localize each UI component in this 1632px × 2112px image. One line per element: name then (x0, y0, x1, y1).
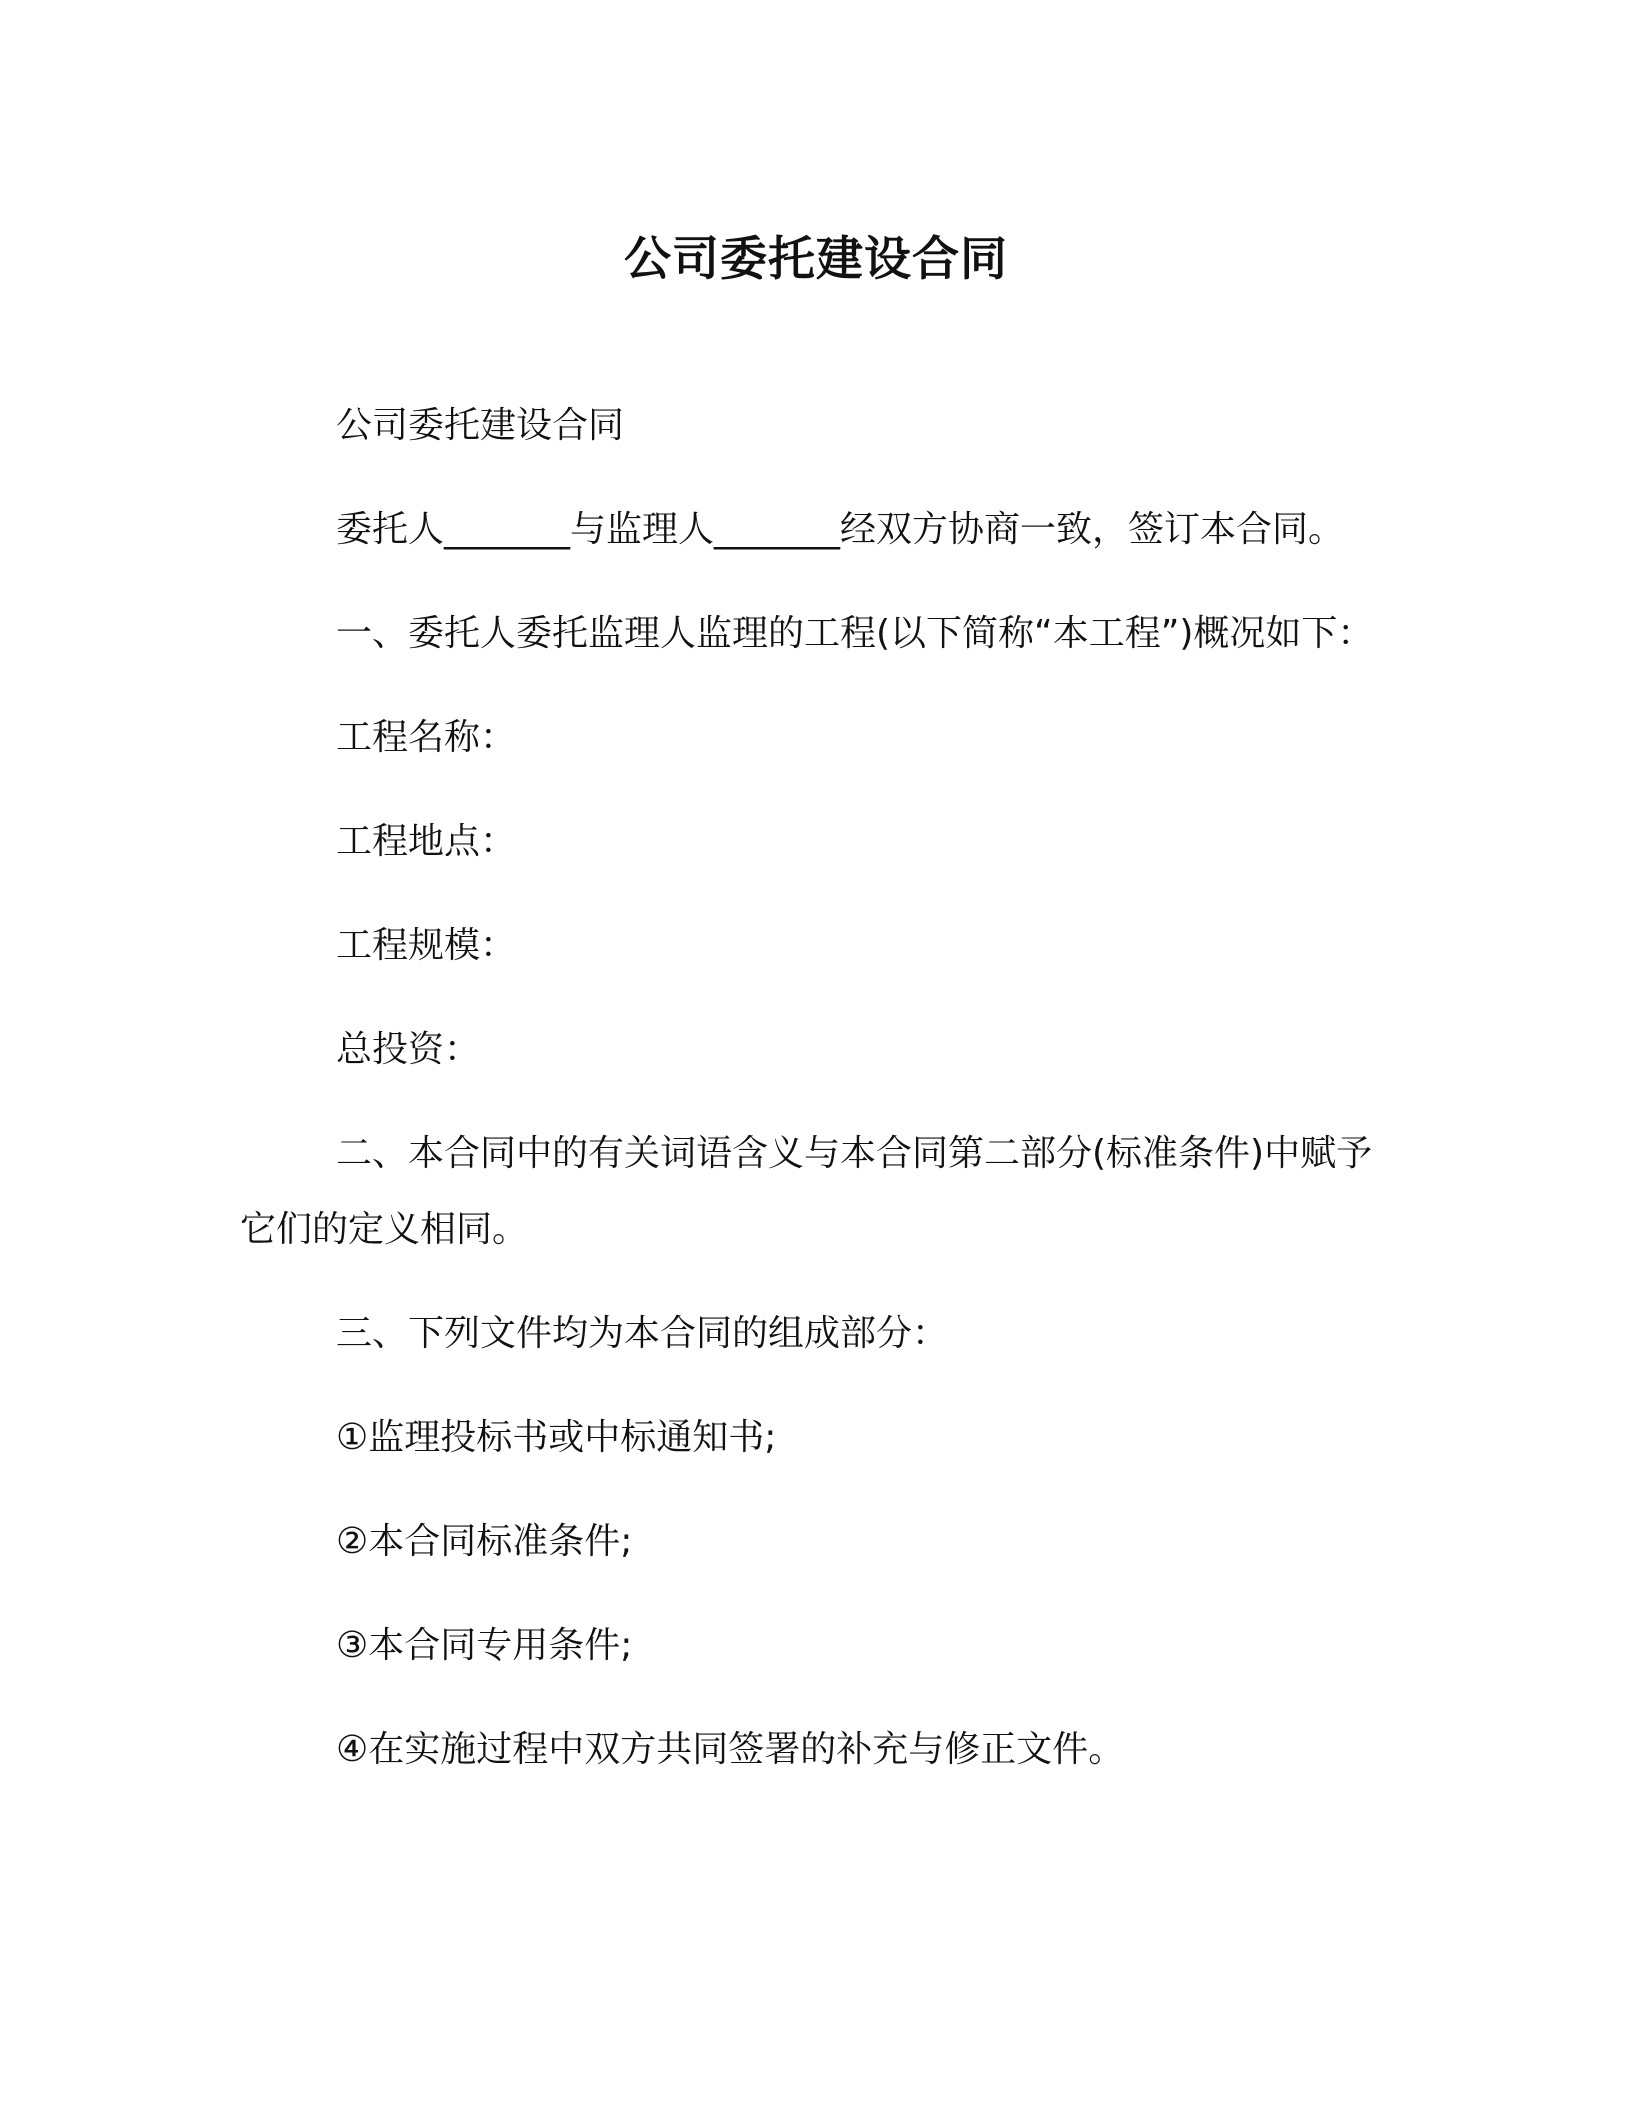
paragraph-parties: 委托人_______与监理人_______经双方协商一致，签订本合同。 (336, 509, 1345, 550)
list-item-2: ②本合同标准条件; (336, 1521, 633, 1562)
list-item-1: ①监理投标书或中标通知书; (336, 1417, 777, 1458)
document-title: 公司委托建设合同 (624, 232, 1008, 287)
paragraph-subtitle: 公司委托建设合同 (336, 405, 625, 446)
paragraph-clause-1: 一、委托人委托监理人监理的工程(以下简称“本工程”)概况如下： (336, 613, 1374, 654)
paragraph-clause-2: 二、本合同中的有关词语含义与本合同第二部分(标准条件)中赋予它们的定义相同。 (240, 1133, 1373, 1250)
field-project-location: 工程地点： (336, 821, 517, 862)
document-body (240, 388, 1385, 1816)
list-item-4: ④在实施过程中双方共同签署的补充与修正文件。 (336, 1729, 1125, 1770)
field-project-scale: 工程规模： (336, 925, 517, 966)
field-project-name: 工程名称： (336, 717, 517, 758)
list-item-3: ③本合同专用条件; (336, 1625, 633, 1666)
field-total-investment: 总投资： (336, 1029, 481, 1070)
paragraph-clause-3: 三、下列文件均为本合同的组成部分： (336, 1313, 949, 1354)
